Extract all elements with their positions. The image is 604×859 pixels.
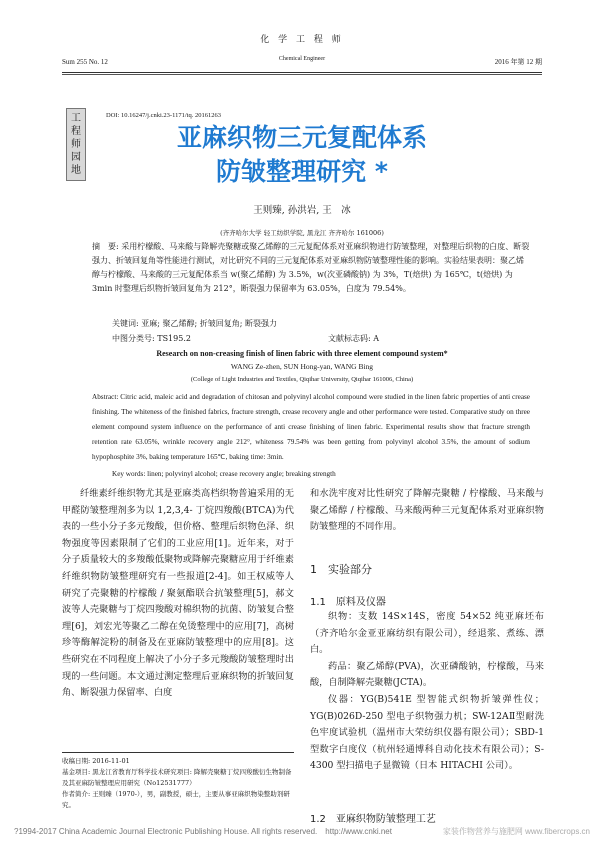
footnote-received: 收稿日期: 2016-11-01 [62, 757, 130, 765]
subsection-heading-1-1: 1.1 原料及仪器 [310, 597, 386, 608]
english-authors: WANG Ze-zhen, SUN Hong-yan, WANG Bing [230, 362, 374, 371]
english-affiliation: (College of Light Industries and Textiles, Qiqihar University, Qiqihar 161006, China) [190, 376, 414, 383]
english-abstract: Abstract: Citric acid, maleic acid and degradation of chitosan and polyvinyl alcohol compound were studied in the linen fabric properties of anti crease finishing. The whiteness of the finished fabrics, fracture strength, crease recovery angle and other performance were tested. Comparative study on three element compound system influence on the performance of anti crease finishing of linen fabric. Experimental results show that fracture strength retention rate 63.05%, wrinkle recovery angle 212°, whiteness 79.54% was been getting from polyvinyl alcohol 3.5%, the amount of sodium hypophosphite 3%, baking temperature 165℃, baking time: 3min. [92, 393, 530, 461]
footnotes [62, 756, 294, 811]
footnote-rule [62, 752, 294, 753]
copyright-footer: ?1994-2017 China Academic Journal Electronic Publishing House. All rights reserved. http://www.cnki.net [14, 827, 392, 836]
materials-instruments: 仪器：YG(B)541E 型智能式织物折皱弹性仪；YG(B)026D-250 型电子织物强力机；SW-12AⅡ型耐洗色牢度试验机（温州市大荣纺织仪器有限公司）；SBD-1 型数字白度仪（杭州轻通博科自动化技术有限公司）；S-4300 型扫描电子显微镜（日本 HITACHI 公司）。 [310, 693, 544, 772]
paper-title-line2: 防皱整理研究 * [216, 157, 388, 186]
keywords-cn: 关键词: 亚麻; 聚乙烯醇; 折皱回复角; 断裂强力 [112, 319, 277, 328]
paper-title-line1: 亚麻织物三元复配体系 [176, 123, 427, 152]
doi: DOI: 10.16247/j.cnki.23-1171/tq. 20161263 [106, 112, 221, 119]
materials-fabric: 织物：支数 14S×14S，密度 54×52 纯亚麻坯布（齐齐哈尔金亚亚麻纺织有限公司），经退浆、煮练、漂白。 [310, 611, 544, 656]
journal-title-cn: 化 学 工 程 师 [260, 35, 344, 45]
section-label: 工 程 师 园 地 [66, 108, 86, 181]
body-right-intro: 和水洗牢度对比性研究了降解壳聚糖 / 柠檬酸、马来酸与聚乙烯醇 / 柠檬酸、马来酸两种三元复配体系对亚麻织物防皱整理的不同作用。 [310, 488, 544, 533]
class-number: 中图分类号: TS195.2 [112, 334, 191, 343]
issue-right: 2016 年第 12 期 [494, 58, 542, 66]
header-rule [62, 72, 542, 73]
english-keywords: Key words: linen; polyvinyl alcohol; crease recovery angle; breaking strength [112, 470, 336, 478]
abstract-cn: 摘 要: 采用柠檬酸、马来酸与降解壳聚糖或聚乙烯醇的三元复配体系对亚麻织物进行防皱整理，对整理后织物的白度、断裂强力、折皱回复角等性能进行测试，对比研究不同的三元复配体系对亚麻织物防皱整理性能的影响。实验结果表明：聚乙烯醇与柠檬酸、马来酸的三元复配体系当 w(聚乙烯醇) 为 3.5%，w(次亚磷酸钠) 为 3%，T(焙烘) 为 165℃，t(焙烘) 为 3min 时整理后织物折皱回复角为 212°，断裂强力保留率为 63.05%，白度为 79.54%。 [92, 242, 530, 293]
document-code: 文献标志码: A [328, 334, 380, 343]
materials-list [310, 609, 544, 775]
body-left-column: 纤维素纤维织物尤其是亚麻类高档织物普遍采用的无甲醛防皱整理剂多为以 1,2,3,4- 丁烷四羧酸(BTCA)为代表的一些小分子多元羧酸，但价格、整理后织物色泽、织物强度等因素限制了它们的工业应用[1]。近年来，对于分子质量较大的多羧酸低聚物或降解壳聚糖应用于纤维素纤维织物防皱整理研究有一些报道[2-4]。如王权威等人研究了壳聚糖的柠檬酸 / 聚氨酯联合抗皱整理[5]，郝文波等人壳聚糖与丁烷四羧酸对棉织物的抗菌、防皱复合整理[6]，刘宏光等聚乙二醇在免烫整理中的应用[7]，高树珍等酶解淀粉的制备及在亚麻防皱整理中的应用[8]。这些研究在不同程度上解决了小分子多元羧酸防皱整理时出现的一些问题。本文通过测定整理后亚麻织物的折皱回复角、断裂强力保留率、白度 [62, 488, 294, 699]
footnote-author: 作者简介: 王则臻（1970-），男，副教授，硕士，主要从事亚麻织物染整助剂研究。 [62, 790, 290, 809]
header-rule-thin [62, 74, 542, 75]
subsection-heading-1-2: 1.2 亚麻织物防皱整理工艺 [310, 814, 436, 825]
journal-title-en: Chemical Engineer [278, 56, 326, 62]
materials-chemicals: 药品：聚乙烯醇(PVA)，次亚磷酸钠，柠檬酸，马来酸，自制降解壳聚糖(JCTA)。 [310, 660, 544, 689]
section-heading-1: 1 实验部分 [310, 563, 372, 576]
authors: 王则臻, 孙洪岩, 王 冰 [253, 205, 351, 216]
affiliation: (齐齐哈尔大学 轻工纺织学院, 黑龙江 齐齐哈尔 161006) [220, 229, 384, 237]
english-title: Research on non-creasing finish of linen fabric with three element compound system* [156, 349, 448, 358]
watermark: 家装作物营养与施肥网 www.fibercrops.cn [442, 827, 590, 836]
issue-left: Sum 255 No. 12 [62, 58, 108, 66]
footnote-funding: 基金项目: 黑龙江省教育厅科学技术研究项目: 降解壳聚糖丁烷四羧酸衍生物制备及其亚麻防皱整理应用研究（No12531777） [62, 768, 292, 787]
